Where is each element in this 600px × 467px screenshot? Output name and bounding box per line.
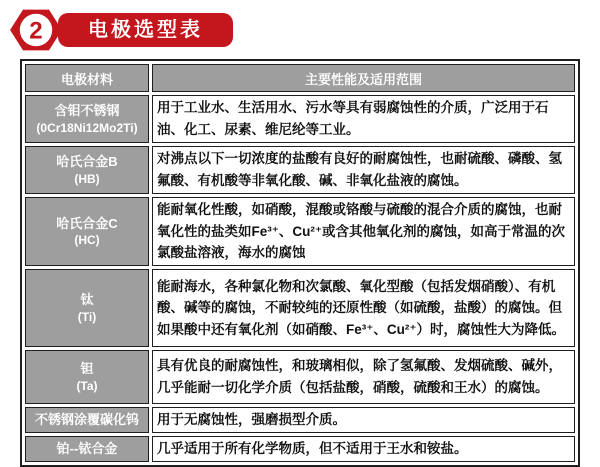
- page-banner: [0, 0, 600, 56]
- table-row: [25, 269, 575, 347]
- material-name: 铂--铱合金: [56, 441, 118, 457]
- material-cell: [25, 350, 149, 404]
- table-row: [25, 197, 575, 267]
- description-cell: 用于工业水、生活用水、污水等具有弱腐蚀性的介质，广泛用于石油、化工、尿素、维尼纶等工业。: [152, 95, 575, 143]
- material-name: 钽: [80, 361, 94, 377]
- material-code: (HB): [74, 171, 100, 186]
- page-title: 电极选型表: [58, 13, 233, 47]
- material-name: 含钼不锈钢: [54, 103, 120, 119]
- table-row: [25, 407, 575, 433]
- description-cell: 几乎适用于所有化学物质，但不适用于王水和铵盐。: [152, 436, 575, 462]
- table-row: [25, 146, 575, 194]
- material-cell: [25, 146, 149, 194]
- table-row: [25, 436, 575, 462]
- table-row: [25, 95, 575, 143]
- material-cell: [25, 197, 149, 267]
- material-name: 哈氏合金C: [56, 215, 118, 231]
- material-name: 哈氏合金B: [56, 153, 118, 169]
- description-cell: 用于无腐蚀性，强磨损型介质。: [152, 407, 575, 433]
- material-code: (HC): [74, 233, 100, 248]
- material-code: (0Cr18Ni12Mo2Ti): [36, 120, 138, 135]
- column-header-material: 电极材料: [25, 64, 149, 92]
- description-cell: 能耐氧化性酸，如硝酸，混酸或铬酸与硫酸的混合介质的腐蚀，也耐氧化性的盐类如Fe³⁺、Cu²⁺或含其他氧化剂的腐蚀，如高于常温的次氯酸盐溶液，海水的腐蚀: [152, 197, 575, 267]
- description-cell: 对沸点以下一切浓度的盐酸有良好的耐腐蚀性，也耐硫酸、磷酸、氢氟酸、有机酸等非氧化酸、碱、非氧化盐液的腐蚀。: [152, 146, 575, 194]
- material-name: 钛: [80, 292, 94, 308]
- description-cell: 具有优良的耐腐蚀性，和玻璃相似，除了氢氟酸、发烟硫酸、碱外，几乎能耐一切化学介质（包括盐酸，硝酸，硫酸和王水）的腐蚀。: [152, 350, 575, 404]
- electrode-selection-table: [20, 59, 582, 467]
- material-cell: [25, 95, 149, 143]
- description-cell: 能耐海水，各种氯化物和次氯酸、氧化型酸（包括发烟硝酸）、有机酸、碱等的腐蚀，不耐较纯的还原性酸（如硫酸，盐酸）的腐蚀。但如果酸中还有氧化剂（如硝酸、Fe³⁺、Cu²⁺）时，腐蚀性大为降低。: [152, 269, 575, 347]
- material-name: 不锈钢涂覆碳化钨: [34, 412, 139, 428]
- number-badge-hexagon-icon: [8, 5, 64, 55]
- material-code: (Ti): [77, 309, 97, 324]
- material-code: (Ta): [76, 378, 98, 393]
- table-row: [25, 350, 575, 404]
- material-cell: [25, 269, 149, 347]
- material-cell: [25, 436, 149, 462]
- badge-number: 2: [29, 17, 43, 45]
- material-cell: [25, 407, 149, 433]
- column-header-performance: 主要性能及适用范围: [152, 64, 575, 92]
- table-header-row: [25, 64, 575, 92]
